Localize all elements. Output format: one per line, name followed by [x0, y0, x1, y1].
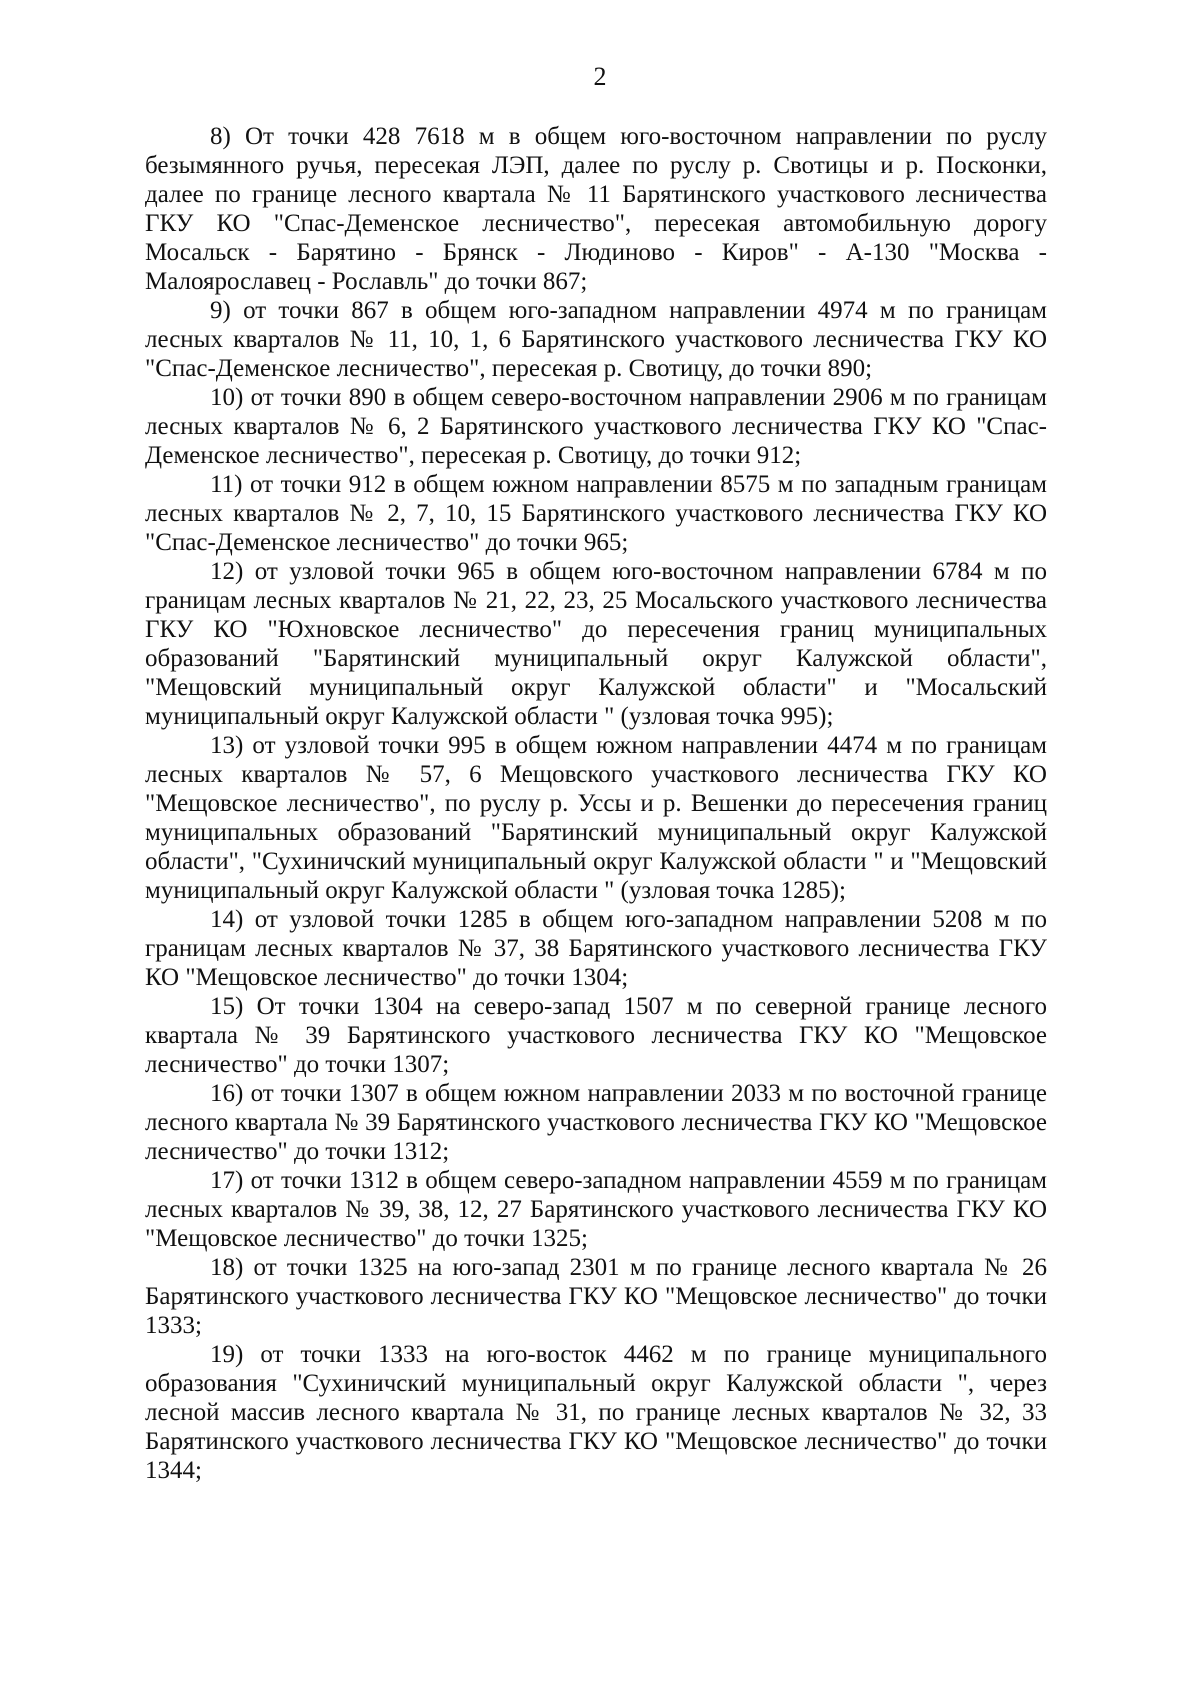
- paragraph-item-15: 15) От точки 1304 на северо-запад 1507 м по северной границе лесного квартала № 39 Барятинского участкового лесничества ГКУ КО "Мещовское лесничество" до точки 1307;: [145, 993, 1047, 1078]
- paragraph-item-12: 12) от узловой точки 965 в общем юго-восточном направлении 6784 м по границам лесных кварталов № 21, 22, 23, 25 Мосальского участкового лесничества ГКУ КО "Юхновское лесничество" до пересечения границ муниципальных образований "Барятинский муниципальный округ Калужской области", "Мещовский муниципальный округ Калужской области" и "Мосальский муниципальный округ Калужской области " (узловая точка 995);: [145, 558, 1047, 730]
- paragraph-item-19: 19) от точки 1333 на юго-восток 4462 м по границе муниципального образования "Сухиничский муниципальный округ Калужской области ", через лесной массив лесного квартала № 31, по границе лесных кварталов № 32, 33 Барятинского участкового лесничества ГКУ КО "Мещовское лесничество" до точки 1344;: [145, 1341, 1047, 1484]
- paragraph-item-13: 13) от узловой точки 995 в общем южном направлении 4474 м по границам лесных кварталов № 57, 6 Мещовского участкового лесничества ГКУ КО "Мещовское лесничество", по руслу р. Уссы и р. Вешенки до пересечения границ муниципальных образований "Барятинский муниципальный округ Калужской области", "Сухиничский муниципальный округ Калужской области " и "Мещовский муниципальный округ Калужской области " (узловая точка 1285);: [145, 732, 1047, 904]
- paragraph-item-17: 17) от точки 1312 в общем северо-западном направлении 4559 м по границам лесных кварталов № 39, 38, 12, 27 Барятинского участкового лесничества ГКУ КО "Мещовское лесничество" до точки 1325;: [145, 1167, 1047, 1252]
- paragraph-item-16: 16) от точки 1307 в общем южном направлении 2033 м по восточной границе лесного квартала № 39 Барятинского участкового лесничества ГКУ КО "Мещовское лесничество" до точки 1312;: [145, 1080, 1047, 1165]
- page-number: 2: [593, 62, 607, 91]
- paragraph-item-10: 10) от точки 890 в общем северо-восточном направлении 2906 м по границам лесных кварталов № 6, 2 Барятинского участкового лесничества ГКУ КО "Спас-Деменское лесничество", пересекая р. Свотицу, до точки 912;: [145, 384, 1047, 469]
- document-body: [145, 122, 1047, 1485]
- paragraph-item-8: 8) От точки 428 7618 м в общем юго-восточном направлении по руслу безымянного ручья, пересекая ЛЭП, далее по руслу р. Свотицы и р. Посконки, далее по границе лесного квартала № 11 Барятинского участкового лесничества ГКУ КО "Спас-Деменское лесничество", пересекая автомобильную дорогу Мосальск - Барятино - Брянск - Людиново - Киров" - А-130 "Москва - Малоярославец - Рославль" до точки 867;: [145, 123, 1047, 295]
- paragraph-item-18: 18) от точки 1325 на юго-запад 2301 м по границе лесного квартала № 26 Барятинского участкового лесничества ГКУ КО "Мещовское лесничество" до точки 1333;: [145, 1254, 1047, 1339]
- paragraph-item-9: 9) от точки 867 в общем юго-западном направлении 4974 м по границам лесных кварталов № 11, 10, 1, 6 Барятинского участкового лесничества ГКУ КО "Спас-Деменское лесничество", пересекая р. Свотицу, до точки 890;: [145, 297, 1047, 382]
- paragraph-item-14: 14) от узловой точки 1285 в общем юго-западном направлении 5208 м по границам лесных кварталов № 37, 38 Барятинского участкового лесничества ГКУ КО "Мещовское лесничество" до точки 1304;: [145, 906, 1047, 991]
- paragraph-item-11: 11) от точки 912 в общем южном направлении 8575 м по западным границам лесных кварталов № 2, 7, 10, 15 Барятинского участкового лесничества ГКУ КО "Спас-Деменское лесничество" до точки 965;: [145, 471, 1047, 556]
